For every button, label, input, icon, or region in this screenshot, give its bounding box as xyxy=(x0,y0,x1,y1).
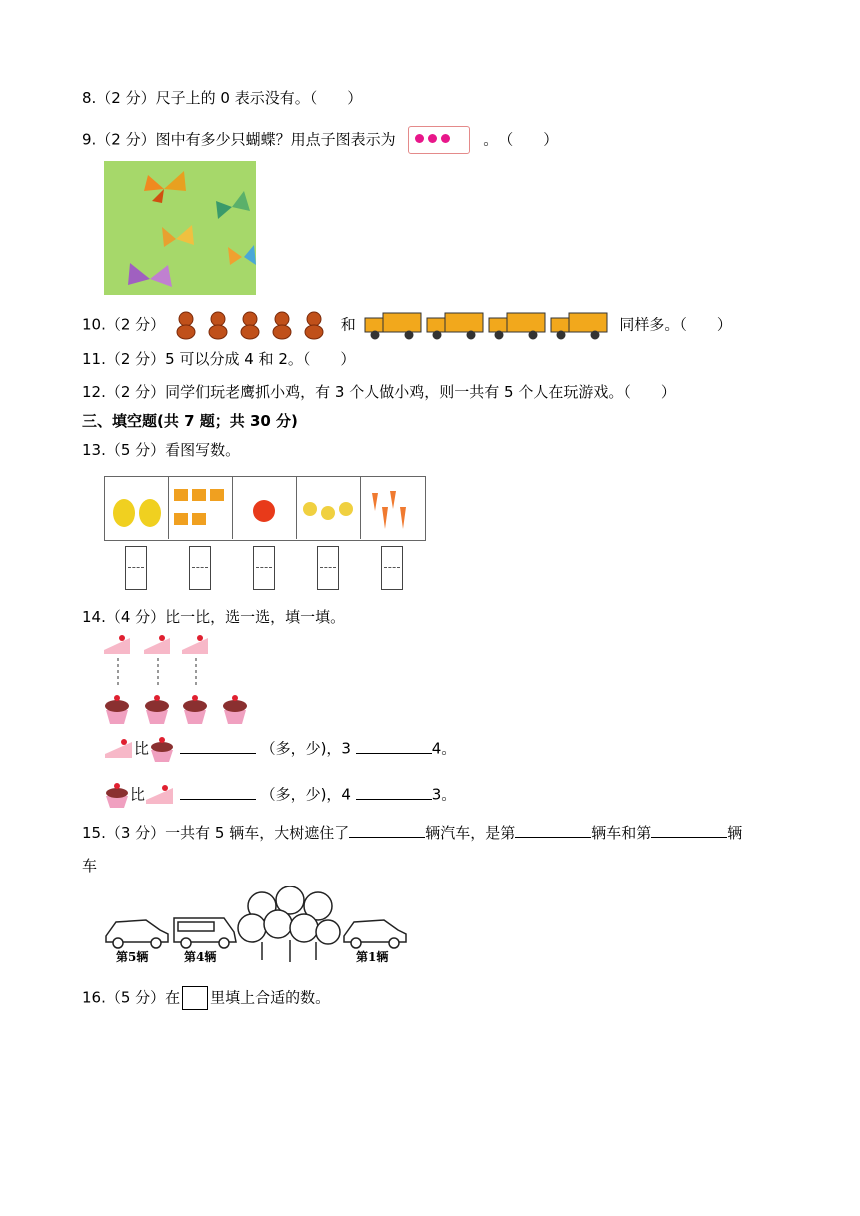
question-16 xyxy=(82,986,330,1010)
question-12 xyxy=(82,382,676,402)
table-cell-carrots xyxy=(360,477,424,539)
bi-text: 比 xyxy=(134,739,150,758)
truck-icon xyxy=(489,313,545,339)
question-10 xyxy=(82,308,732,342)
question-14-line-1 xyxy=(104,736,456,762)
question-15-part3: 辆车和第 xyxy=(591,824,652,842)
question-15-part2: 辆汽车，是第 xyxy=(425,824,516,842)
section-title xyxy=(82,411,298,431)
question-15-line2: 车 xyxy=(82,857,98,875)
fill-box[interactable] xyxy=(182,986,208,1010)
answer-blank[interactable] xyxy=(356,739,432,754)
truck-icon xyxy=(365,313,421,339)
question-13-text: 13.（5 分）看图写数。 xyxy=(82,441,241,459)
car-icon xyxy=(344,920,406,948)
answer-blank[interactable] xyxy=(651,823,727,838)
question-16-after: 里填上合适的数。 xyxy=(210,988,331,1007)
car-icon xyxy=(106,920,168,948)
answer-blank[interactable] xyxy=(180,739,256,754)
car-label-1: 第1辆 xyxy=(356,950,389,964)
cakes-comparison xyxy=(102,632,252,726)
monkey-icon xyxy=(209,312,227,339)
butterflies-image xyxy=(104,161,256,295)
write-box[interactable] xyxy=(253,546,275,590)
question-14 xyxy=(82,607,345,627)
question-15-part4: 辆 xyxy=(727,824,743,842)
cake-slice-icon xyxy=(145,784,175,806)
car-label-4: 第4辆 xyxy=(184,950,217,964)
question-12-text: 12.（2 分）同学们玩老鹰抓小鸡，有 3 个人做小鸡，则一共有 5 个人在玩游戏。（ ） xyxy=(82,383,676,401)
monkey-icon xyxy=(273,312,291,339)
question-10-mid: 和 xyxy=(340,315,356,334)
cake-slice-icon xyxy=(144,635,170,654)
trucks-image xyxy=(361,308,615,342)
question-11-text: 11.（2 分）5 可以分成 4 和 2。（ ） xyxy=(82,350,356,368)
cupcake-icon xyxy=(223,695,247,724)
question-14-text: 14.（4 分）比一比，选一选，填一填。 xyxy=(82,608,346,626)
truck-icon xyxy=(427,313,483,339)
cake-slice-icon xyxy=(104,635,130,654)
write-box[interactable] xyxy=(381,546,403,590)
write-box[interactable] xyxy=(189,546,211,590)
table-cell-cups xyxy=(168,477,233,539)
monkey-icon xyxy=(305,312,323,339)
monkey-icon xyxy=(241,312,259,339)
question-9 xyxy=(82,126,558,154)
question-8-text: 8.（2 分）尺子上的 0 表示没有。（ ） xyxy=(82,89,363,107)
cake-slice-icon xyxy=(104,738,134,760)
cupcake-icon xyxy=(149,736,175,762)
answer-blank[interactable] xyxy=(180,785,256,800)
choice-text: （多，少)，4 xyxy=(260,785,351,804)
car-label-5: 第5辆 xyxy=(116,950,149,964)
answer-blank[interactable] xyxy=(349,823,425,838)
question-9-text-after: 。 （ ） xyxy=(483,130,559,149)
truck-icon xyxy=(551,313,607,339)
bi-text: 比 xyxy=(130,785,146,804)
cake-slice-icon xyxy=(182,635,208,654)
trees-icon xyxy=(238,886,340,962)
answer-blank[interactable] xyxy=(356,785,432,800)
monkey-icon xyxy=(177,312,195,339)
question-9-text: 9.（2 分）图中有多少只蝴蝶？用点子图表示为 xyxy=(82,130,396,149)
write-box[interactable] xyxy=(317,546,339,590)
write-box[interactable] xyxy=(125,546,147,590)
cupcake-icon xyxy=(183,695,207,724)
cupcake-icon xyxy=(104,782,130,808)
question-10-suffix: 同样多。（ ） xyxy=(619,315,732,334)
choice-text: （多，少)，3 xyxy=(260,739,351,758)
question-15 xyxy=(82,823,742,843)
table-cell-pears xyxy=(104,477,169,539)
question-15-line-2 xyxy=(82,856,97,876)
dot-diagram xyxy=(408,126,470,154)
table-cell-apple xyxy=(232,477,297,539)
van-icon xyxy=(174,918,236,948)
section-3-title: 三、填空题(共 7 题；共 30 分) xyxy=(82,412,298,430)
cupcake-icon xyxy=(145,695,169,724)
question-10-prefix: 10.（2 分） xyxy=(82,315,166,334)
question-13 xyxy=(82,440,240,460)
cupcake-icon xyxy=(105,695,129,724)
answer-blank[interactable] xyxy=(515,823,591,838)
end-text: 4。 xyxy=(431,739,457,758)
table-cell-chicks xyxy=(296,477,361,539)
question-15-part1: 15.（3 分）一共有 5 辆车，大树遮住了 xyxy=(82,824,350,842)
monkeys-image xyxy=(170,308,336,342)
question-16-before: 16.（5 分）在 xyxy=(82,988,181,1007)
end-text: 3。 xyxy=(431,785,457,804)
question-11 xyxy=(82,349,355,369)
question-8 xyxy=(82,88,362,108)
question-14-line-2 xyxy=(104,782,456,808)
